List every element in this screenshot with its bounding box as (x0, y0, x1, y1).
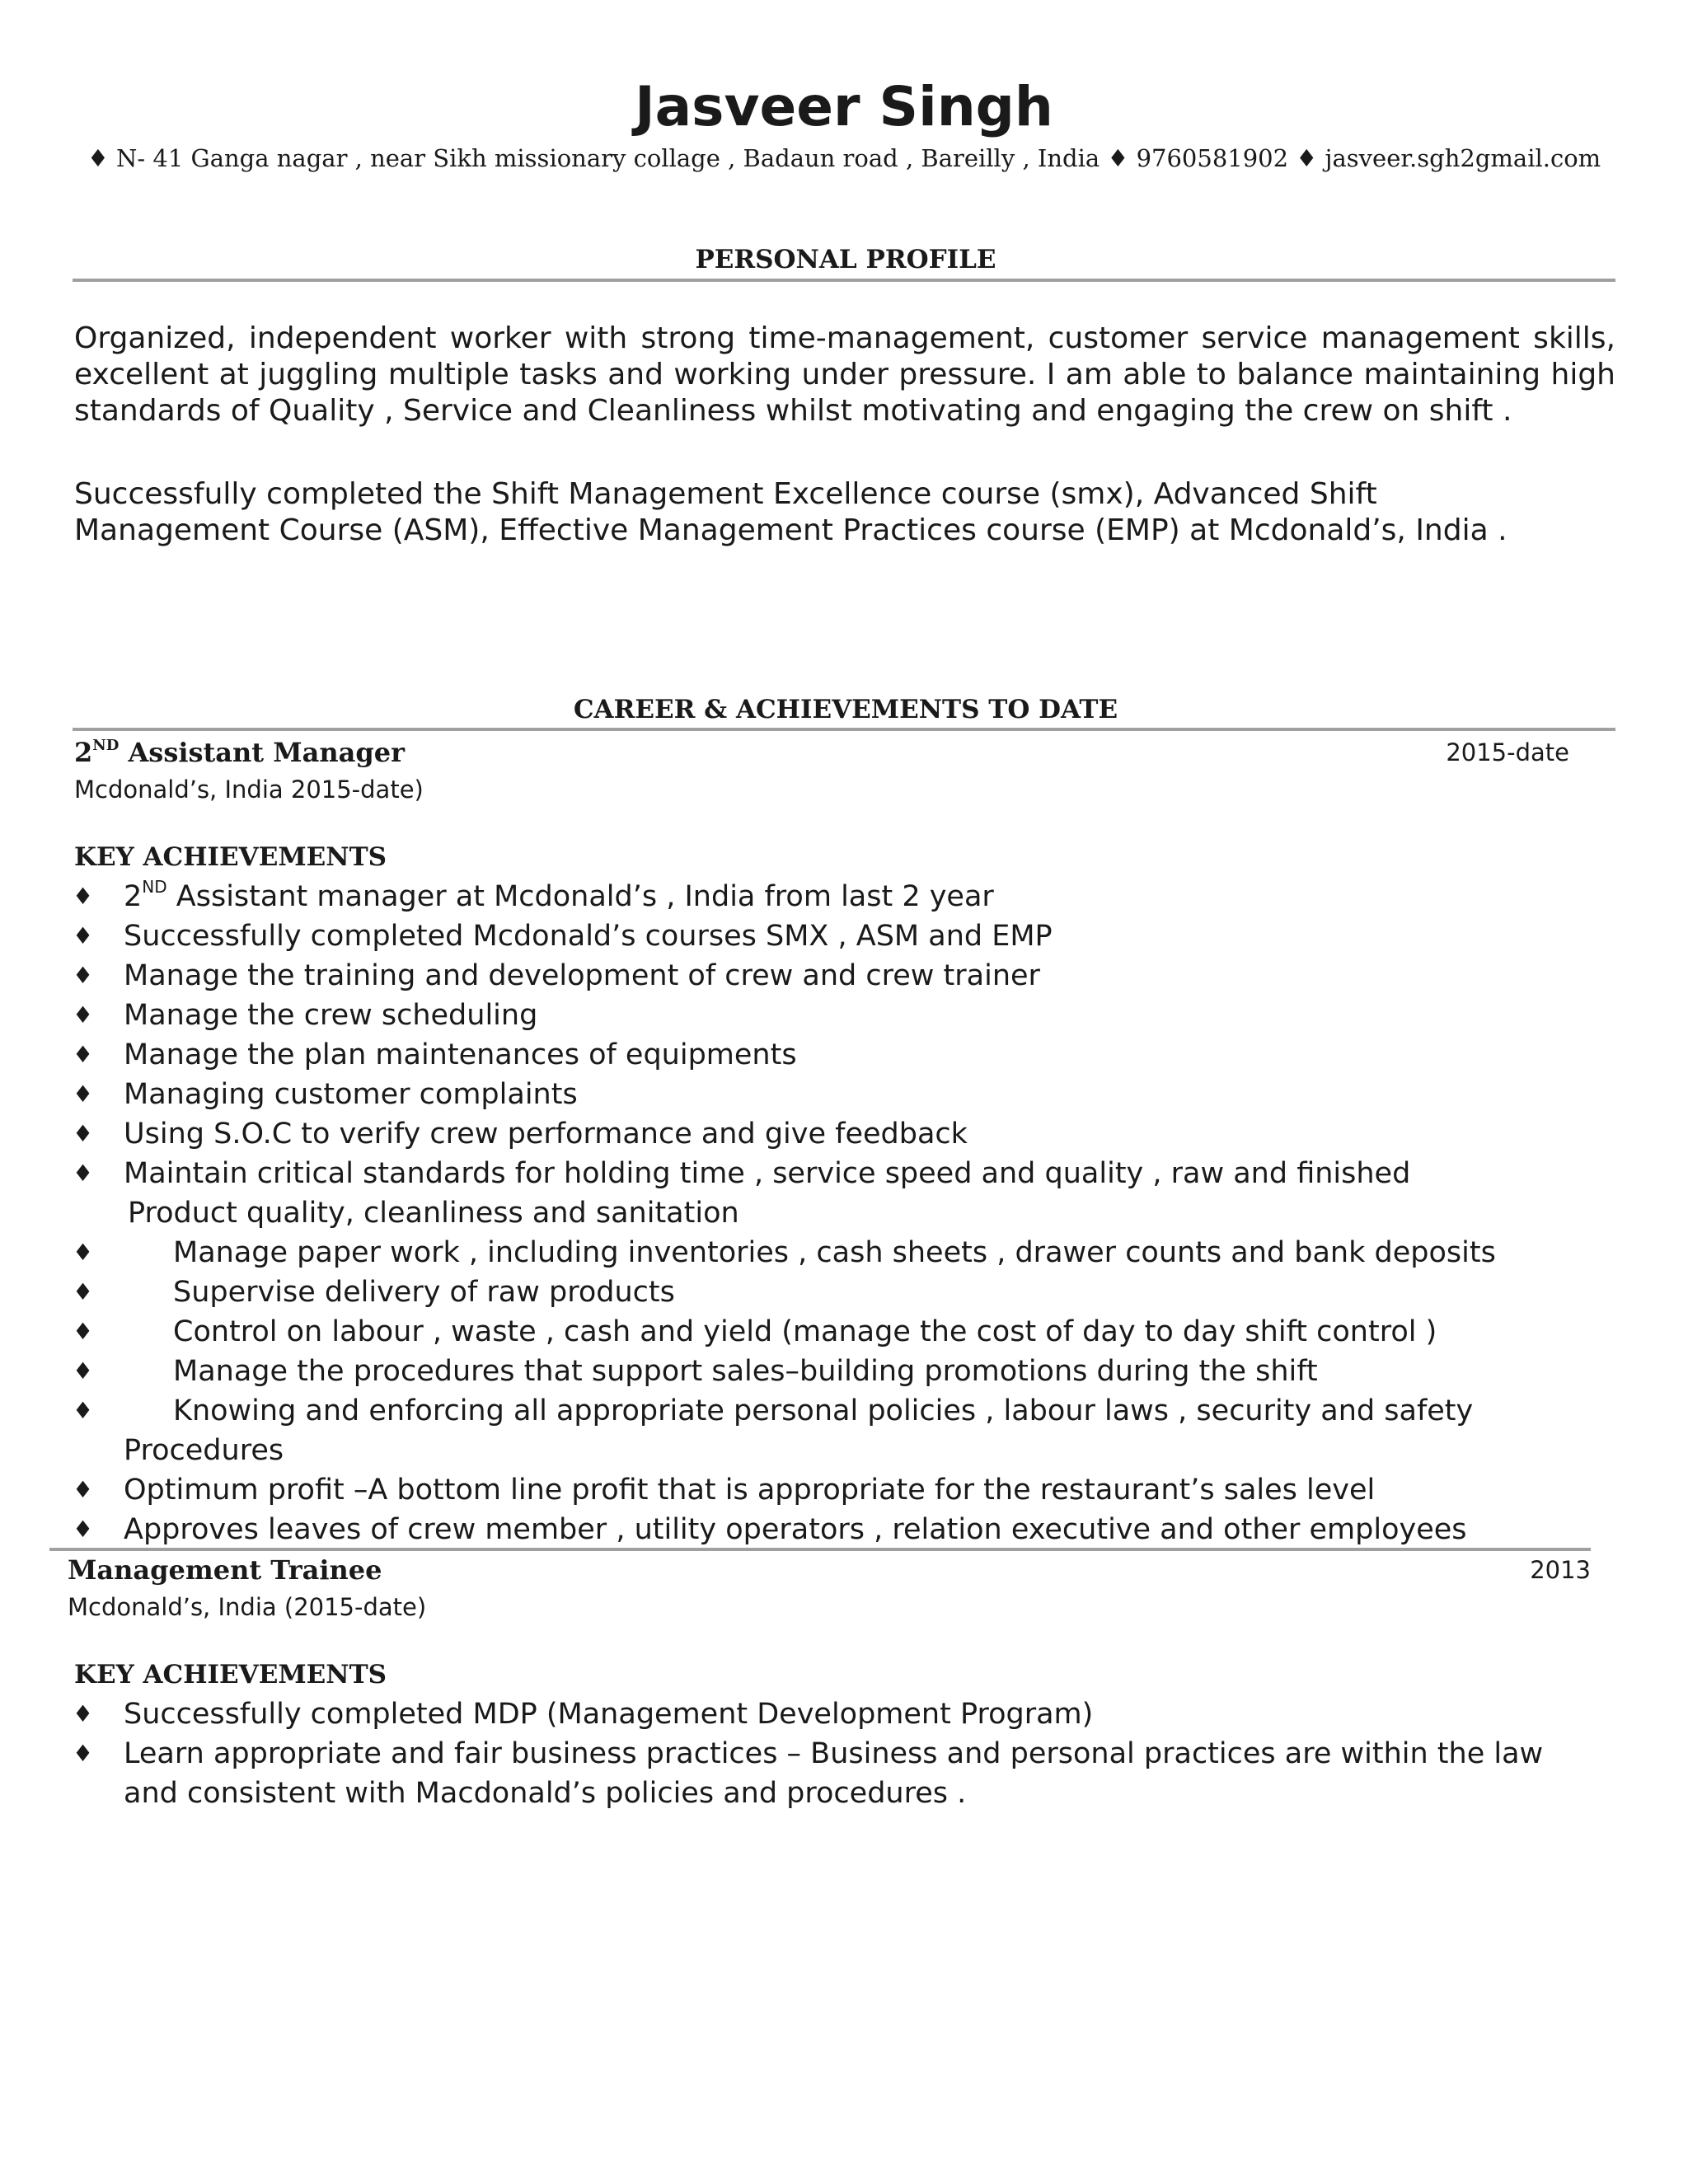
diamond-bullet-icon: ♦ (73, 1516, 94, 1543)
diamond-bullet-icon: ♦ (73, 1397, 94, 1424)
diamond-bullet-icon: ♦ (73, 1239, 94, 1266)
list-item: ♦ Control on labour , waste , cash and yield (manage the cost of day to day shift control ) (73, 1312, 1639, 1352)
profile-courses-line: Successfully completed the Shift Management Excellence course (smx), Advanced Shift (74, 477, 1377, 511)
diamond-bullet-icon: ♦ (73, 962, 94, 989)
list-item: ♦ Knowing and enforcing all appropriate personal policies , labour laws , security and safety (73, 1391, 1639, 1431)
candidate-name: Jasveer Singh (635, 75, 1053, 138)
job-title: 2ND Assistant Manager (74, 737, 405, 768)
list-item: ♦ Approves leaves of crew member , utility operators , relation executive and other employees (73, 1510, 1639, 1549)
list-item-continuation: Procedures (124, 1434, 284, 1467)
section-divider (73, 728, 1615, 731)
list-item: ♦ Successfully completed MDP (Management Development Program) (73, 1694, 1639, 1734)
diamond-bullet-icon: ♦ (73, 1476, 94, 1503)
key-achievements-heading: KEY ACHIEVEMENTS (74, 842, 387, 872)
list-item: ♦ Learn appropriate and fair business practices – Business and personal practices are within the law (73, 1734, 1639, 1774)
list-item: ♦ Successfully completed Mcdonald’s courses SMX , ASM and EMP (73, 916, 1639, 956)
profile-courses-line: Management Course (ASM), Effective Management Practices course (EMP) at Mcdonald’s, India . (74, 513, 1507, 547)
job-date: 2015-date (1446, 738, 1569, 766)
diamond-bullet-icon: ♦ (73, 1278, 94, 1305)
diamond-bullet-icon: ♦ (73, 1041, 94, 1068)
diamond-bullet-icon: ♦ (73, 1357, 94, 1385)
job-divider (49, 1548, 1591, 1551)
diamond-bullet-icon: ♦ (73, 1160, 94, 1187)
list-item: ♦ Supervise delivery of raw products (73, 1272, 1639, 1312)
achievements-list (73, 877, 1639, 1549)
list-item-continuation: and consistent with Macdonald’s policies and procedures . (124, 1777, 967, 1810)
profile-paragraph: Organized, independent worker with strong time-management, customer service management skills, excellent at juggling multiple tasks and working under pressure. I am able to balance maintaining high standards of Quality , Service and Cleanliness whilst motivating and engaging the crew on shift . (74, 321, 1615, 428)
profile-courses-paragraph (74, 476, 1615, 549)
diamond-bullet-icon: ♦ (73, 1080, 94, 1108)
list-item: ♦ Using S.O.C to verify crew performance and give feedback (73, 1114, 1639, 1154)
diamond-bullet-icon: ♦ (73, 1001, 94, 1029)
list-item: ♦ Manage paper work , including inventories , cash sheets , drawer counts and bank deposits (73, 1233, 1639, 1272)
diamond-bullet-icon: ♦ (73, 883, 94, 910)
achievements-list (73, 1694, 1639, 1813)
diamond-bullet-icon: ♦ (73, 1740, 94, 1767)
job-title: Management Trainee (68, 1554, 382, 1586)
list-item: ♦ Manage the crew scheduling (73, 996, 1639, 1035)
diamond-bullet-icon: ♦ (73, 922, 94, 949)
personal-profile-heading: PERSONAL PROFILE (695, 245, 996, 274)
career-heading: CAREER & ACHIEVEMENTS TO DATE (573, 695, 1118, 724)
job-company: Mcdonald’s, India 2015-date) (74, 776, 424, 804)
diamond-bullet-icon: ♦ (73, 1700, 94, 1727)
list-item: ♦ Manage the procedures that support sales–building promotions during the shift (73, 1352, 1639, 1391)
list-item: ♦ Manage the training and development of crew and crew trainer (73, 956, 1639, 996)
job-date: 2013 (1530, 1556, 1591, 1584)
list-item: ♦ Managing customer complaints (73, 1075, 1639, 1114)
key-achievements-heading: KEY ACHIEVEMENTS (74, 1660, 387, 1690)
job-company: Mcdonald’s, India (2015-date) (68, 1593, 427, 1621)
list-item: ♦ 2ND Assistant manager at Mcdonald’s , India from last 2 year (73, 877, 1639, 916)
diamond-bullet-icon: ♦ (73, 1318, 94, 1345)
contact-line: ♦ N- 41 Ganga nagar , near Sikh missionary collage , Badaun road , Bareilly , India ♦ 9760581902 ♦ jasveer.sgh2gmail.com (87, 144, 1601, 172)
list-item-continuation: Product quality, cleanliness and sanitation (128, 1197, 739, 1230)
list-item: ♦ Optimum profit –A bottom line profit that is appropriate for the restaurant’s sales level (73, 1470, 1639, 1510)
diamond-bullet-icon: ♦ (73, 1120, 94, 1147)
section-divider (73, 279, 1615, 282)
list-item: ♦ Manage the plan maintenances of equipments (73, 1035, 1639, 1075)
list-item: ♦ Maintain critical standards for holding time , service speed and quality , raw and finished (73, 1154, 1639, 1193)
